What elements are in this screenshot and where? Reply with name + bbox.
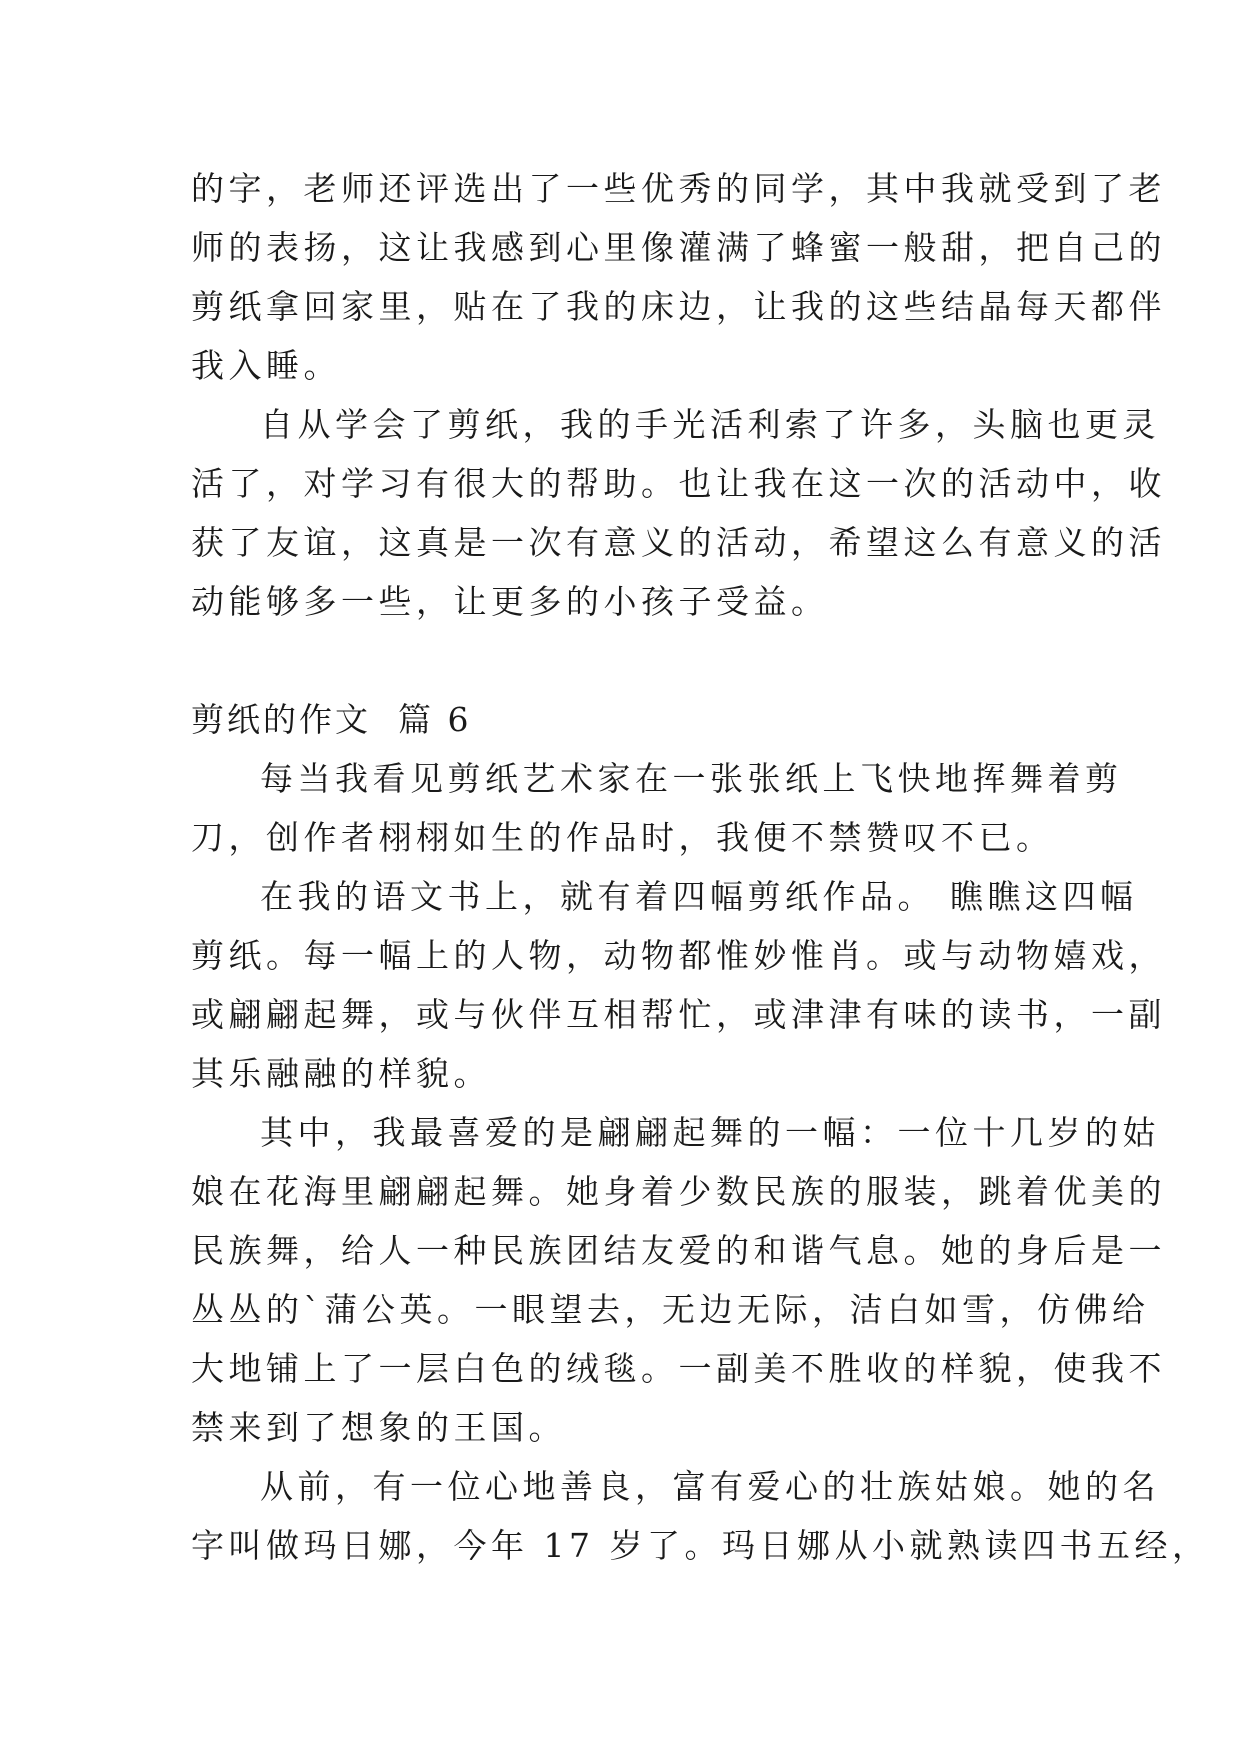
paragraph — [191, 1103, 1166, 1457]
text-line: 丛丛的`蒲公英。一眼望去，无边无际，洁白如雪，仿佛给 — [191, 1290, 1150, 1329]
text-line: 获了友谊，这真是一次有意义的活动，希望这么有意义的活 — [191, 523, 1166, 562]
text-line: 其乐融融的样貌。 — [191, 1054, 491, 1093]
text-line: 的字，老师还评选出了一些优秀的同学，其中我就受到了老 — [191, 169, 1166, 208]
text-line: 剪纸拿回家里，贴在了我的床边，让我的这些结晶每天都伴 — [191, 287, 1166, 326]
text-line: 动能够多一些，让更多的小孩子受益。 — [191, 582, 829, 621]
paragraph — [191, 867, 1166, 1103]
text-line: 我入睡。 — [191, 346, 341, 385]
text-line: 娘在花海里翩翩起舞。她身着少数民族的服装，跳着优美的 — [191, 1172, 1166, 1211]
text-line: 活了，对学习有很大的帮助。也让我在这一次的活动中，收 — [191, 464, 1166, 503]
section-heading: 剪纸的作文 篇 6 — [191, 700, 472, 739]
text-line: 自从学会了剪纸，我的手光活利索了许多，头脑也更灵 — [260, 405, 1160, 444]
text-line: 字叫做玛日娜，今年 17 岁了。玛日娜从小就熟读四书五经， — [191, 1526, 1210, 1565]
paragraph — [191, 395, 1166, 631]
text-line: 每当我看见剪纸艺术家在一张张纸上飞快地挥舞着剪 — [260, 759, 1123, 798]
text-line: 剪纸。每一幅上的人物，动物都惟妙惟肖。或与动物嬉戏， — [191, 936, 1166, 975]
text-line: 民族舞，给人一种民族团结友爱的和谐气息。她的身后是一 — [191, 1231, 1166, 1270]
text-line: 大地铺上了一层白色的绒毯。一副美不胜收的样貌，使我不 — [191, 1349, 1166, 1388]
text-line: 在我的语文书上，就有着四幅剪纸作品。 瞧瞧这四幅 — [260, 877, 1138, 916]
paragraph — [191, 749, 1123, 867]
text-line: 禁来到了想象的王国。 — [191, 1408, 566, 1447]
paragraph — [191, 1457, 1210, 1575]
text-line: 或翩翩起舞，或与伙伴互相帮忙，或津津有味的读书，一副 — [191, 995, 1166, 1034]
paragraph-continuation — [191, 159, 1166, 395]
text-line: 刀，创作者栩栩如生的作品时，我便不禁赞叹不已。 — [191, 818, 1054, 857]
text-line: 师的表扬，这让我感到心里像灌满了蜂蜜一般甜，把自己的 — [191, 228, 1166, 267]
text-line: 从前，有一位心地善良，富有爱心的壮族姑娘。她的名 — [260, 1467, 1160, 1506]
text-line: 其中，我最喜爱的是翩翩起舞的一幅：一位十几岁的姑 — [260, 1113, 1160, 1152]
